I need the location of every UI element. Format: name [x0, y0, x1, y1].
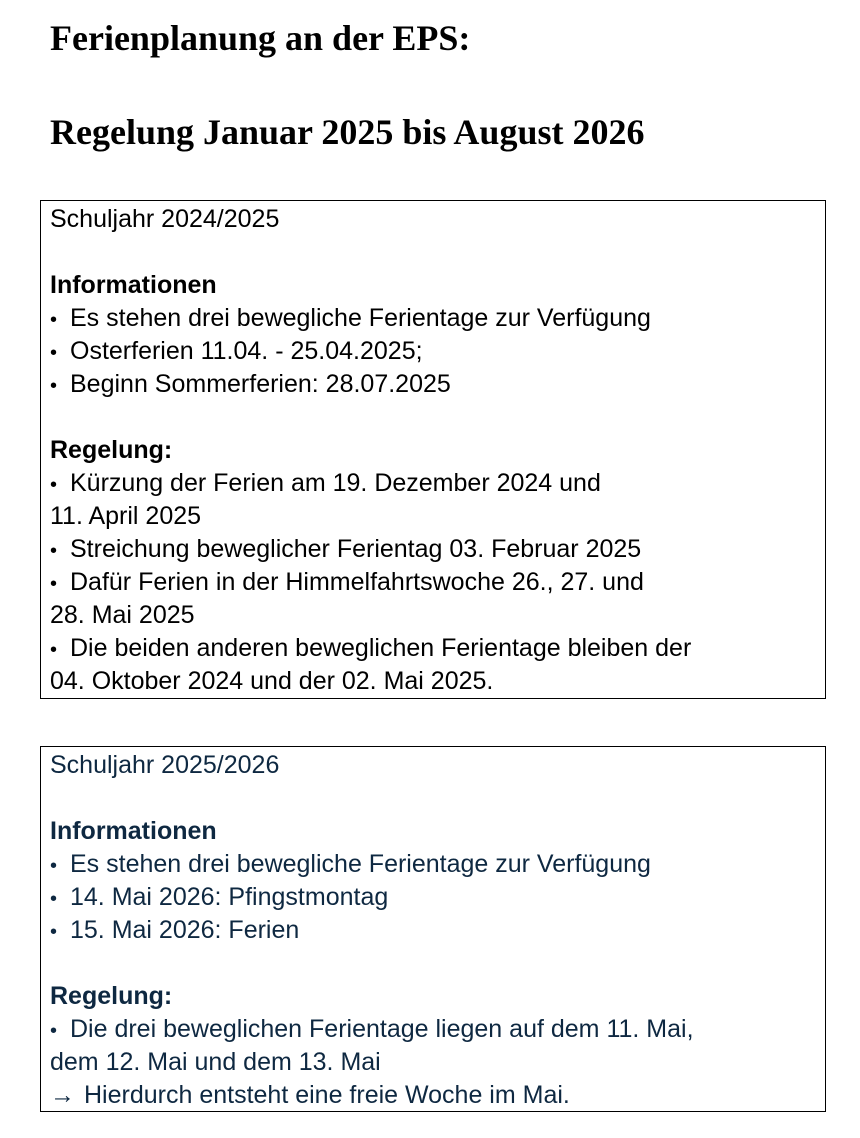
list-item-text: 14. Mai 2026: Pfingstmontag	[70, 883, 389, 911]
box-title: Schuljahr 2024/2025	[50, 205, 280, 233]
bullet-icon: •	[50, 375, 58, 397]
rule-heading: Regelung:	[50, 982, 173, 1010]
list-item	[50, 914, 825, 947]
conclusion-text: Hierdurch entsteht eine freie Woche im Mai.	[84, 1081, 570, 1109]
list-item-continuation: 11. April 2025	[50, 502, 202, 530]
list-item-text: 15. Mai 2026: Ferien	[70, 916, 300, 944]
conclusion	[50, 1079, 825, 1112]
list-item	[50, 302, 825, 335]
list-item-text: Kürzung der Ferien am 19. Dezember 2024 und	[70, 469, 601, 497]
list-item-text: Dafür Ferien in der Himmelfahrtswoche 26., 27. und	[70, 568, 644, 596]
list-item	[50, 467, 825, 500]
bullet-icon: •	[50, 921, 58, 943]
bullet-icon: •	[50, 573, 58, 595]
arrow-right-icon: →	[50, 1081, 75, 1109]
list-item-text: Osterferien 11.04. - 25.04.2025;	[70, 337, 423, 365]
list-item	[50, 1013, 825, 1046]
list-item	[50, 335, 825, 368]
bullet-icon: •	[50, 474, 58, 496]
bullet-icon: •	[50, 309, 58, 331]
list-item-text: Es stehen drei bewegliche Ferientage zur Verfügung	[70, 304, 651, 332]
list-item-continuation: 04. Oktober 2024 und der 02. Mai 2025.	[50, 667, 494, 695]
list-item-text: Beginn Sommerferien: 28.07.2025	[70, 370, 451, 398]
bullet-icon: •	[50, 888, 58, 910]
list-item-continuation: 28. Mai 2025	[50, 601, 195, 629]
list-item	[50, 566, 825, 599]
bullet-icon: •	[50, 1020, 58, 1042]
list-item	[50, 881, 825, 914]
bullet-icon: •	[50, 639, 58, 661]
rule-heading: Regelung:	[50, 436, 173, 464]
bullet-icon: •	[50, 855, 58, 877]
list-item	[50, 533, 825, 566]
school-year-2025-2026-box	[40, 746, 826, 1112]
page-subtitle: Regelung Januar 2025 bis August 2026	[50, 112, 645, 152]
list-item-text: Die drei beweglichen Ferientage liegen auf dem 11. Mai,	[70, 1015, 694, 1043]
info-heading: Informationen	[50, 817, 217, 845]
list-item	[50, 632, 825, 665]
list-item	[50, 848, 825, 881]
list-item	[50, 368, 825, 401]
list-item-text: Es stehen drei bewegliche Ferientage zur Verfügung	[70, 850, 651, 878]
bullet-icon: •	[50, 342, 58, 364]
page-title: Ferienplanung an der EPS:	[50, 18, 471, 58]
list-item-text: Streichung beweglicher Ferientag 03. Februar 2025	[70, 535, 642, 563]
info-heading: Informationen	[50, 271, 217, 299]
bullet-icon: •	[50, 540, 58, 562]
school-year-2024-2025-box	[40, 200, 826, 699]
box-title: Schuljahr 2025/2026	[50, 751, 280, 779]
list-item-continuation: dem 12. Mai und dem 13. Mai	[50, 1048, 381, 1076]
list-item-text: Die beiden anderen beweglichen Ferientage bleiben der	[70, 634, 692, 662]
